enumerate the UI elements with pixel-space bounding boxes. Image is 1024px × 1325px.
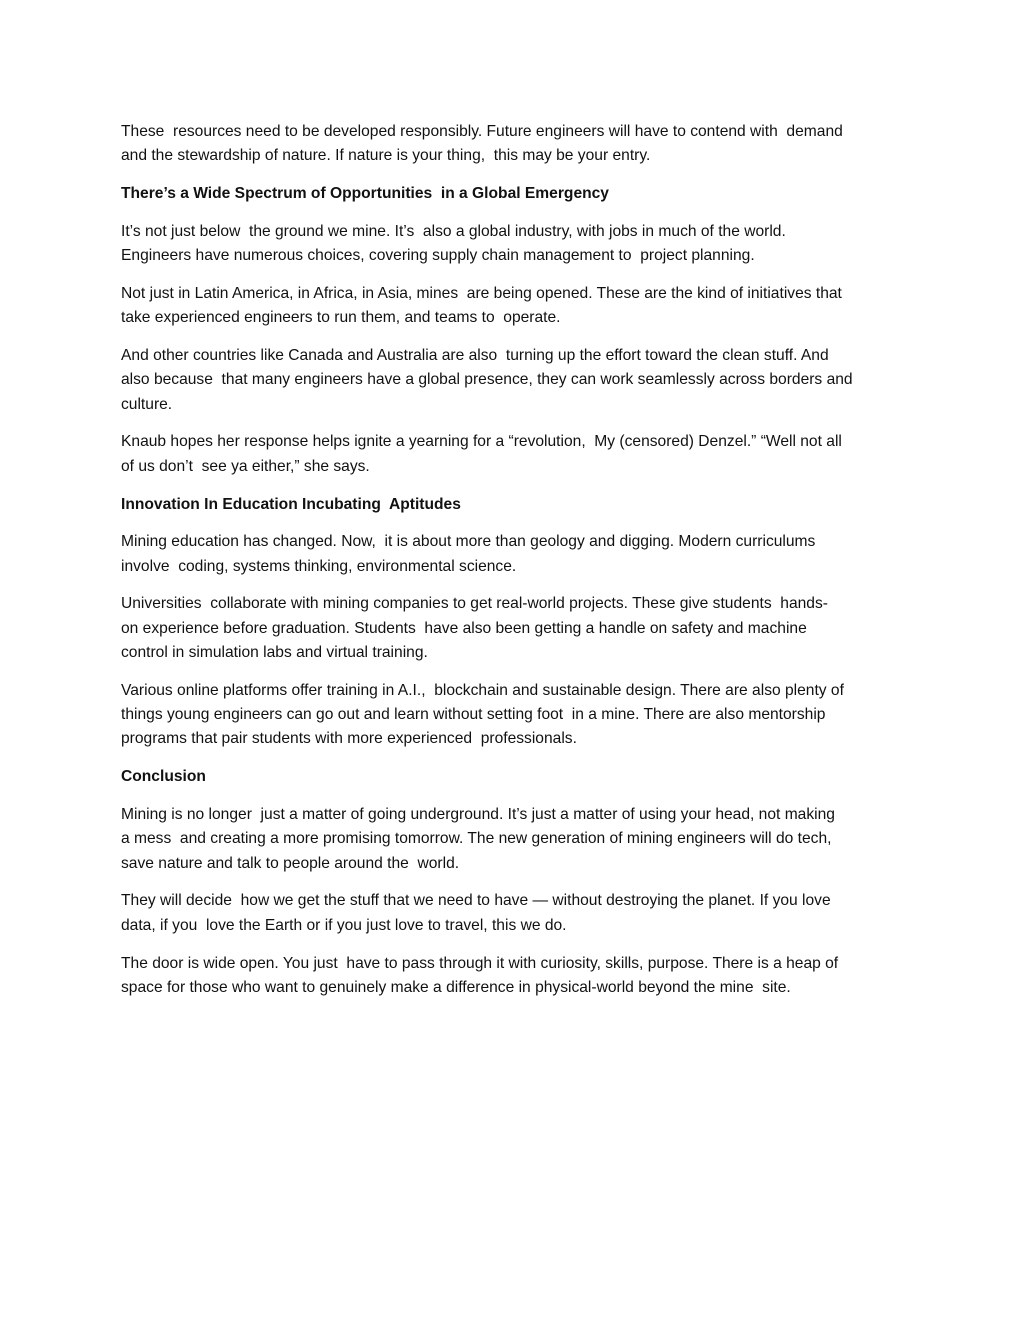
text-line: Innovation In Education Incubating Aptitudes <box>121 495 461 513</box>
paragraph <box>121 220 911 269</box>
paragraph <box>121 530 911 579</box>
section-heading <box>121 765 911 789</box>
text-line: Knaub hopes her response helps ignite a yearning for a “revolution, My (censored) Denzel.” “Well not all <box>121 433 842 451</box>
text-line: programs that pair students with more experienced professionals. <box>121 730 577 748</box>
paragraph <box>121 282 911 331</box>
text-line: of us don’t see ya either,” she says. <box>121 457 370 475</box>
text-line: and the stewardship of nature. If nature is your thing, this may be your entry. <box>121 147 651 165</box>
paragraph <box>121 889 911 938</box>
paragraph <box>121 952 911 1001</box>
text-line: take experienced engineers to run them, and teams to operate. <box>121 309 561 327</box>
text-line: Mining education has changed. Now, it is about more than geology and digging. Modern curriculums <box>121 533 816 551</box>
text-line: Various online platforms offer training in A.I., blockchain and sustainable design. There are also plenty of <box>121 681 844 699</box>
section-heading <box>121 182 911 206</box>
text-line: space for those who want to genuinely make a difference in physical-world beyond the mine site. <box>121 978 791 996</box>
text-line: on experience before graduation. Students have also been getting a handle on safety and machine <box>121 619 807 637</box>
text-line: And other countries like Canada and Australia are also turning up the effort toward the clean stuff. And <box>121 347 829 365</box>
text-line: Mining is no longer just a matter of going underground. It’s just a matter of using your head, not making <box>121 806 835 824</box>
text-line: data, if you love the Earth or if you just love to travel, this we do. <box>121 916 567 934</box>
paragraph <box>121 120 911 169</box>
text-line: It’s not just below the ground we mine. It’s also a global industry, with jobs in much of the world. <box>121 222 786 240</box>
text-line: save nature and talk to people around the world. <box>121 854 460 872</box>
text-line: control in simulation labs and virtual training. <box>121 644 428 662</box>
text-line: The door is wide open. You just have to pass through it with curiosity, skills, purpose. There is a heap of <box>121 954 839 972</box>
text-line: Engineers have numerous choices, covering supply chain management to project planning. <box>121 247 755 265</box>
section-heading <box>121 493 911 517</box>
paragraph <box>121 679 911 752</box>
text-line: also because that many engineers have a global presence, they can work seamlessly across borders and <box>121 371 853 389</box>
text-line: They will decide how we get the stuff that we need to have — without destroying the planet. If you love <box>121 892 831 910</box>
paragraph <box>121 344 911 417</box>
paragraph <box>121 430 911 479</box>
paragraph <box>121 803 911 876</box>
text-line: These resources need to be developed responsibly. Future engineers will have to contend with demand <box>121 123 843 140</box>
text-line: a mess and creating a more promising tomorrow. The new generation of mining engineers will do tech, <box>121 830 832 848</box>
paragraph <box>121 592 911 665</box>
document-page <box>121 120 911 1014</box>
text-line: involve coding, systems thinking, environmental science. <box>121 557 517 575</box>
text-line: Conclusion <box>121 768 206 786</box>
text-line: Not just in Latin America, in Africa, in Asia, mines are being opened. These are the kind of initiatives that <box>121 284 842 302</box>
text-line: culture. <box>121 395 173 413</box>
text-line: things young engineers can go out and learn without setting foot in a mine. There are also mentorship <box>121 706 826 724</box>
text-line: Universities collaborate with mining companies to get real-world projects. These give students hands- <box>121 595 828 613</box>
text-line: There’s a Wide Spectrum of Opportunities in a Global Emergency <box>121 185 609 203</box>
